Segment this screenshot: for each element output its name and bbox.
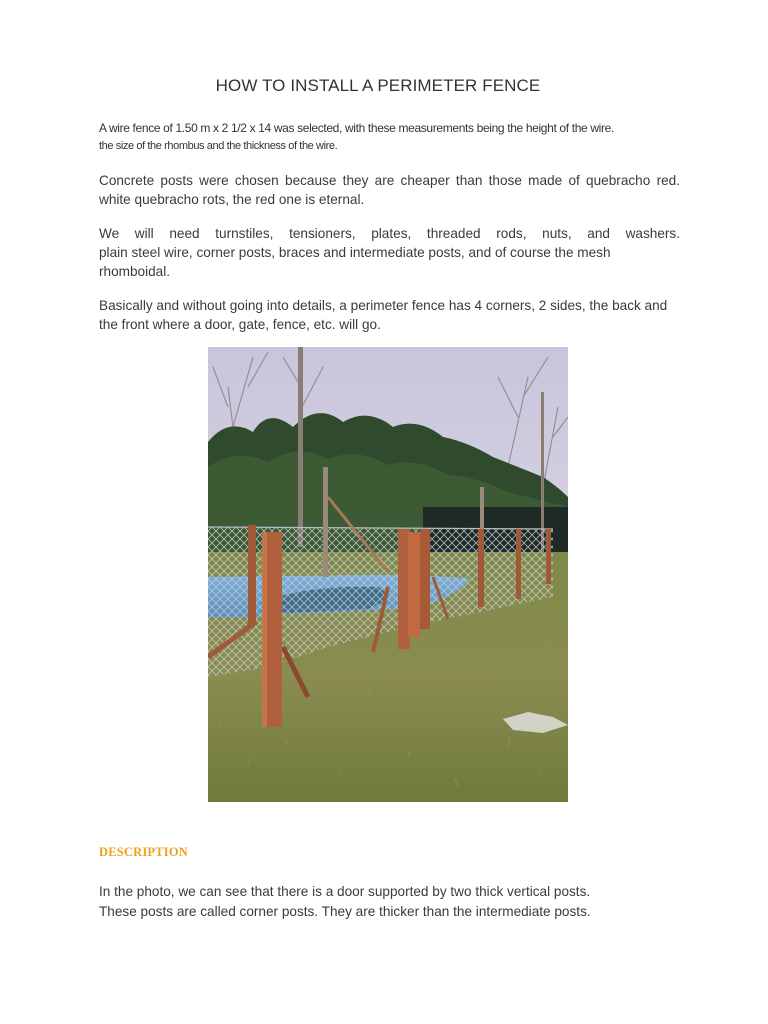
intro-line-2: the size of the rhombus and the thickness of the wire. xyxy=(99,140,338,152)
intro-line-1: A wire fence of 1.50 m x 2 1/2 x 14 was selected, with these measurements being the height of the wire. xyxy=(99,121,614,135)
description-heading: DESCRIPTION xyxy=(99,845,189,859)
paragraph-materials-line-3: rhomboidal. xyxy=(99,264,171,279)
description-line-2: These posts are called corner posts. They are thicker than the intermediate posts. xyxy=(99,903,591,919)
paragraph-layout-line-2: the front where a door, gate, fence, etc. will go. xyxy=(99,317,381,332)
paragraph-layout-line-1: Basically and without going into details, a perimeter fence has 4 corners, 2 sides, the back and xyxy=(99,298,668,313)
paragraph-materials-line-2: plain steel wire, corner posts, braces and intermediate posts, and of course the mesh xyxy=(99,245,611,260)
paragraph-posts-line-2: white quebracho rots, the red one is eternal. xyxy=(99,192,365,207)
page-title: HOW TO INSTALL A PERIMETER FENCE xyxy=(215,76,541,95)
paragraph-materials-line-1: We will need turnstiles, tensioners, plates, threaded rods, nuts, and washers. xyxy=(99,226,680,241)
paragraph-layout xyxy=(99,296,680,334)
description-line-1: In the photo, we can see that there is a door supported by two thick vertical posts. xyxy=(99,884,591,899)
fence-photo xyxy=(208,347,568,802)
paragraph-materials xyxy=(99,224,680,281)
paragraph-posts-line-1: Concrete posts were chosen because they are cheaper than those made of quebracho red. xyxy=(99,173,680,188)
paragraph-posts xyxy=(99,171,680,209)
description-paragraph xyxy=(99,882,699,921)
intro-paragraph xyxy=(99,119,689,155)
